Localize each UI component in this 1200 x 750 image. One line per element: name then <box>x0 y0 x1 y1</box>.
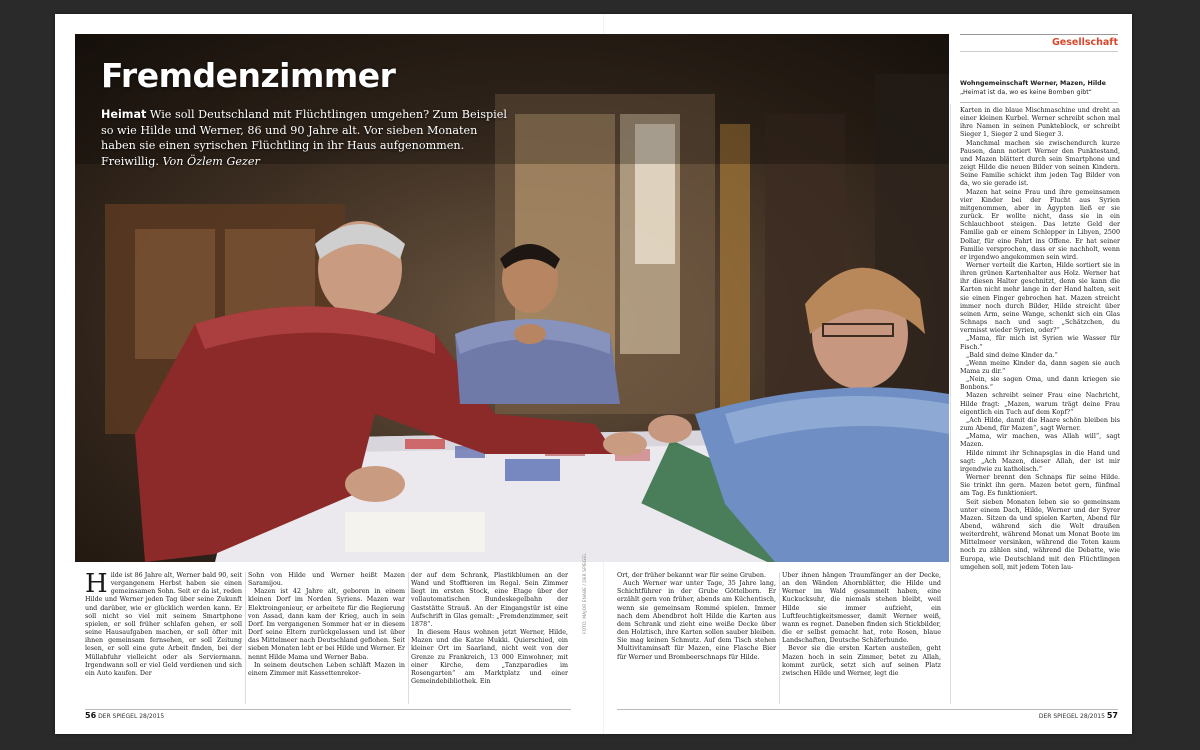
column-divider <box>408 572 409 704</box>
caption-title: Wohngemeinschaft Werner, Mazen, Hilde <box>960 80 1106 87</box>
paragraph: Seit sieben Monaten leben sie so gemeinsam unter einem Dach, Hilde, Werner und der Syrer Mazen. Sitzen da und spielen Karten, Abend für Abend, während sich die Welt draußen weiterdreht, während Monat um Monat Boote im Mittelmeer versinken, während die Toten kaum noch zu zählen sind, während die Debatte, wie Europa, wie Deutschland mit den Flüchtlingen umgehen soll, mit jedem Toten lau- <box>960 498 1120 571</box>
drop-cap: H <box>85 572 108 599</box>
paragraph: „Wenn meine Kinder da, dann sagen sie auch Mama zu dir.“ <box>960 359 1120 375</box>
column-divider <box>779 572 780 704</box>
paragraph: In diesem Haus wohnen jetzt Werner, Hilde, Mazen und die Katze Mukki. Quierschied, ein kleiner Ort im Saarland, nicht weit von der Grenze zu Frankreich, 13 000 Einwohner, mit einer Kirche, dem „Tanzparadies im Rosengarten“ am Marktplatz und einer Gemeindebibliothek. Ein <box>411 629 568 686</box>
paragraph: Mazen ist 42 Jahre alt, geboren in einem kleinen Dorf im Norden Syriens. Mazen war Elektroingenieur, er arbeitete für die Regierung von Assad, dann kam der Krieg, auch in sein Dorf. Im vergangenen Sommer hat er in diesem Dorf seine Eltern zurückgelassen und ist über das Mittelmeer nach Deutschland geflohen. Seit sieben Monaten lebt er bei Hilde und Werner. Er nennt Hilde Mama und Werner Baba. <box>248 588 405 661</box>
paragraph: „Nein, sie sagen Oma, und dann kriegen sie Bonbons.“ <box>960 376 1120 392</box>
folio-source-left: DER SPIEGEL 28/2015 <box>98 713 165 720</box>
paragraph: Werner brennt den Schnaps für seine Hilde. Sie trinkt ihn gern. Mazen betet gern, fünfmal am Tag. Es funktioniert. <box>960 474 1120 498</box>
magazine-spread <box>55 14 1132 734</box>
paragraph: „Mama, für mich ist Syrien wie Wasser für Fisch.“ <box>960 335 1120 351</box>
column-divider <box>950 104 951 704</box>
folio-left <box>85 711 164 720</box>
article-column-4 <box>617 572 776 709</box>
paragraph: Hilde nimmt ihr Schnapsglas in die Hand und sagt: „Ach Mazen, dieser Allah, der ist mir irgendwie zu katholisch.“ <box>960 449 1120 473</box>
paragraph: Ort, der früher bekannt war für seine Gruben. <box>617 572 766 579</box>
paragraph: Mazen hat seine Frau und ihre gemeinsamen vier Kinder bei der Flucht aus Syrien mitgenommen, aber in Ägypten ließ er sie zurück. Er wollte nicht, dass sie in ein Schlauchboot steigen. Das letzte Geld der Familie gab er einem Schlepper in Libyen, 2500 Dollar, für eine Fahrt ins Offene. Er hat seiner Familie versprochen, dass er sie nachholt, wenn er irgendwo angekommen sein wird. <box>960 188 1120 261</box>
paragraph: der auf dem Schrank, Plastikblumen an der Wand und Stofftieren im Regal. Sein Zimmer liegt im ersten Stock, eine Etage über der vollautomatischen Bundeskegelbahn der Gaststätte Strauß. An der Eingangstür ist eine Aufschrift in Glas gemalt: „Fremdenzimmer, seit 1878“. <box>411 572 568 628</box>
article-kicker: Heimat <box>101 108 147 121</box>
article-column-right <box>960 107 1120 719</box>
paragraph: In seinem deutschen Leben schläft Mazen in einem Zimmer mit Kassettenrekor- <box>248 661 405 677</box>
paragraph: Sohn von Hilde und Werner heißt Mazen Saramijou. <box>248 572 405 588</box>
page-number-left: 56 <box>85 711 97 720</box>
paragraph: Mazen schreibt seiner Frau eine Nachricht, Hilde fragt: „Mazen, warum trägt deine Frau eigentlich ein Tuch auf dem Kopf?“ <box>960 392 1120 416</box>
article-column-3 <box>411 572 568 709</box>
footer-rule-right <box>617 709 1118 710</box>
paragraph: Auch Werner war unter Tage, 35 Jahre lang, Schichtführer in der Grube Göttelborn. Er erzählt gern von früher, abends am Küchentisch, wenn sie gemeinsam Rommé spielen. Immer nach dem Abendbrot holt Hilde die Karten aus dem Schrank und zieht eine weiße Decke über den Holztisch, ihre Karten sollen sauber bleiben. Sie mag keinen Schmutz. Auf dem Tisch stehen Multivitaminsaft für Mazen, eine Flasche Bier für Werner und Brombeerschnaps für Hilde. <box>617 580 776 661</box>
column-divider <box>245 572 246 704</box>
article-column-2 <box>248 572 405 709</box>
footer-rule-left <box>85 709 571 710</box>
page-number-right: 57 <box>1106 711 1118 720</box>
section-label: Gesellschaft <box>1052 37 1118 48</box>
article-column-1 <box>85 572 242 709</box>
folio-right <box>1039 711 1118 720</box>
article-column-5 <box>782 572 941 709</box>
paragraph: Bevor sie die ersten Karten austeilen, geht Mazen hoch in sein Zimmer, betet zu Allah, kommt zurück, setzt sich auf seinen Platz zwischen Hilde und Werner, legt die <box>782 645 941 677</box>
paragraph: Karten in die blaue Mischmaschine und dreht an einer kleinen Kurbel. Werner schreibt schon mal ihre Namen in seinen Punkteblock, er schreibt Sieger 1, Sieger 2 und Sieger 3. <box>960 107 1120 139</box>
caption-quote: „Heimat ist da, wo es keine Bomben gibt“ <box>960 88 1092 96</box>
folio-source-right: DER SPIEGEL 28/2015 <box>1038 713 1105 720</box>
paragraph: ilde ist 86 Jahre alt, Werner bald 90, seit vergangenem Herbst haben sie einen gemeinsamen Sohn. Seit er da ist, reden Hilde und Werner jeden Tag über seine Zukunft und darüber, wie er glücklich werden kann. Er soll nicht so viel mit seinem Smartphone spielen, er soll früher schlafen gehen, er soll seine Hausaufgaben machen, er soll öfter mit ihnen gemeinsam fernsehen, er soll Zeitung lesen, er soll eine gute Arbeit finden, bei der Müllabfuhr vielleicht oder als Serviermann. Irgendwann soll er viel Geld verdienen und sich ein Auto kaufen. Der <box>85 572 242 677</box>
paragraph: Über ihnen hängen Traumfänger an der Decke, an den Wänden Ahornblätter, die Hilde und Werner im Wald gesammelt haben, eine Kuckucksuhr, die niemals stehen bleibt, weil Hilde sie immer aufzieht, ein Luftfeuchtigkeitsmesser, damit Werner weiß, wann es regnet. Daneben finden sich Stickbilder, die er selbst gemacht hat, rote Rosen, blaue Landschaften, Deutsche Schäferhunde. <box>782 572 941 645</box>
lead-photo <box>75 34 949 562</box>
photo-caption <box>960 80 1120 97</box>
teaser-text: Wie soll Deutschland mit Flüchtlingen umgehen? Zum Beispiel so wie Hilde und Werner, 86 und 90 Jahre alt. Vor sieben Monaten haben sie einen syrischen Flüchtling in ihr Haus aufgenommen. Freiwillig. <box>101 108 507 168</box>
header-rule <box>960 34 1118 35</box>
caption-rule <box>960 102 1118 103</box>
header-rule-lower <box>960 51 1118 52</box>
paragraph: „Mama, wir machen, was Allah will“, sagt Mazen. <box>960 433 1120 449</box>
paragraph: Manchmal machen sie zwischendurch kurze Pausen, dann notiert Werner den Punktestand, und Mazen blättert durch sein Smartphone und zeigt Hilde die neuen Bilder von seinen Kindern. Seine Familie schickt ihm jeden Tag Bilder von da, wo sie gerade ist. <box>960 139 1120 188</box>
paragraph: „Ach Hilde, damit die Haare schön bleiben bis zum Abend, für Mazen“, sagt Werner. <box>960 416 1120 433</box>
article-title: Fremdenzimmer <box>101 56 396 95</box>
paragraph: „Bald sind deine Kinder da.“ <box>966 351 1058 359</box>
photo-credit: FOTO: MAJOR ENABE / DER SPIEGEL <box>583 553 588 634</box>
article-teaser <box>101 107 511 169</box>
article-author: Von Özlem Gezer <box>162 154 260 168</box>
paragraph: Werner verteilt die Karten, Hilde sortiert sie in ihren grünen Kartenhalter aus Holz. Werner hat ihr diesen Halter geschnitzt, denn sie kann die Karten nicht mehr lange in der Hand halten, seit sie einen Finger gebrochen hat. Mazen streicht immer noch durch Bilder, Hilde streicht über seinen Arm, seine Wange, schenkt sich ein Glas Schnaps nach und sagt: „Schätzchen, du vermisst wieder Syrien, oder?“ <box>960 261 1120 335</box>
